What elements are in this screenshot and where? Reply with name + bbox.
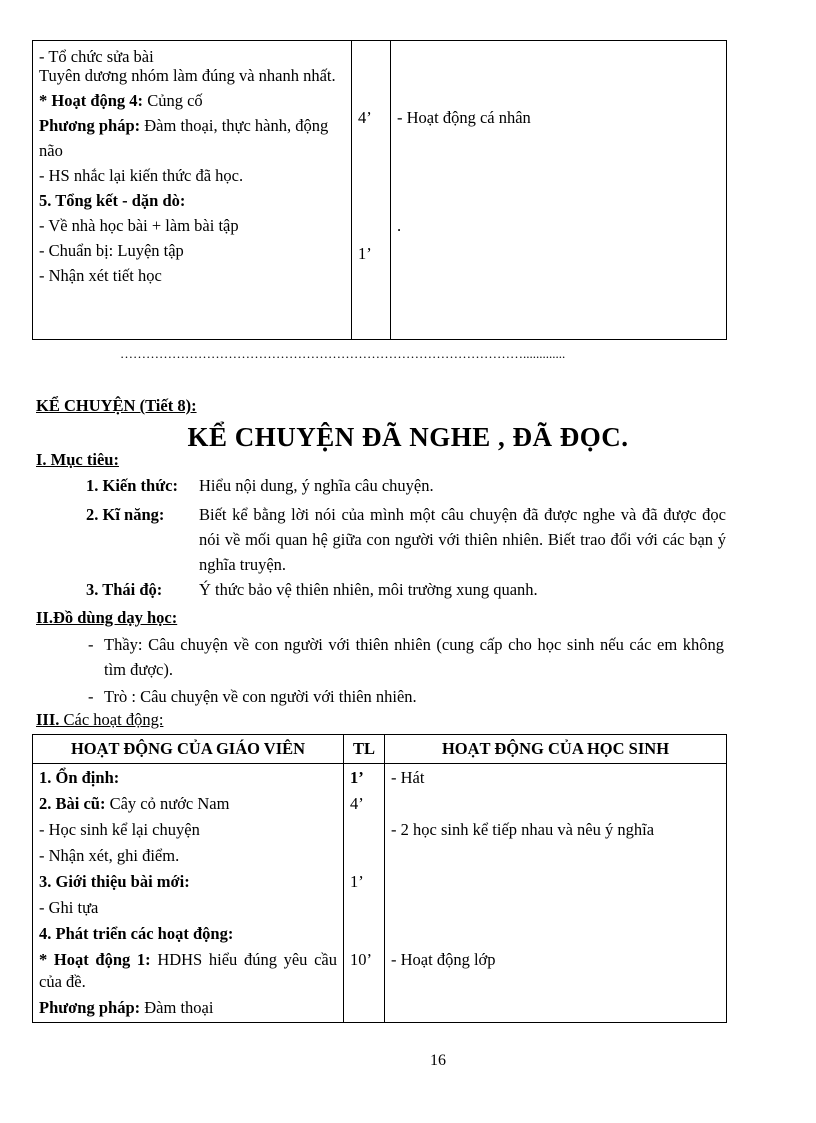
objective-knowledge [86, 476, 726, 496]
student-column [385, 764, 727, 1023]
line-phuong-phap: Phương pháp: Đàm thoại, thực hành, động não [39, 116, 329, 160]
student-dot: . [397, 216, 402, 235]
lesson-label: KỂ CHUYỆN (Tiết 8): [36, 396, 197, 415]
objective-label: 1. Kiến thức: [86, 476, 178, 495]
line-hoat-dong-4: * Hoạt động 4: Củng cố [39, 91, 203, 110]
objective-label: 3. Thái độ: [86, 580, 163, 599]
row-bai-cu: 2. Bài cũ: Cây cỏ nước Nam [39, 794, 230, 813]
time-hoat-dong-1: 10’ [350, 950, 372, 969]
objective-label: 2. Kĩ năng: [86, 505, 165, 524]
student-ke-tiep: - 2 học sinh kể tiếp nhau và nêu ý nghĩa [391, 820, 655, 839]
teacher-activity-cell [33, 41, 352, 340]
objective-skills [86, 502, 726, 577]
line-chuan-bi: - Chuẩn bị: Luyện tập [39, 241, 184, 260]
time-on-dinh: 1’ [350, 768, 364, 787]
section-2-heading: II.Đồ dùng dạy học: [36, 608, 178, 627]
time-1: 1’ [358, 244, 372, 263]
section-1-heading: I. Mục tiêu: [36, 450, 119, 469]
time-column [344, 764, 385, 1023]
objective-text: Hiểu nội dung, ý nghĩa câu chuyện. [199, 476, 434, 495]
material-text: Thầy: Câu chuyện về con người với thiên nhiên (cung cấp cho học sinh nếu các em không tìm được). [104, 635, 724, 679]
line-nhan-xet: - Nhận xét tiết học [39, 266, 162, 285]
page-number: 16 [430, 1052, 446, 1069]
time-gioi-thieu: 1’ [350, 872, 364, 891]
row-hoat-dong-1: * Hoạt động 1: HDHS hiểu đúng yêu cầu của đề. [39, 950, 337, 991]
objective-attitude [86, 580, 726, 600]
header-time: TL [344, 735, 385, 764]
objective-text: Ý thức bảo vệ thiên nhiên, môi trường xung quanh. [199, 580, 538, 599]
continuation-table [32, 40, 727, 340]
bullet-dash: - [88, 635, 94, 654]
row-nhan-xet: - Nhận xét, ghi điểm. [39, 846, 180, 865]
dotted-separator: …………………………………………………………………………………............. [120, 346, 566, 361]
row-ghi-tua: - Ghi tựa [39, 898, 99, 917]
section-3-heading: III. Các hoạt động: [36, 710, 164, 729]
material-teacher [88, 632, 724, 682]
header-teacher: HOẠT ĐỘNG CỦA GIÁO VIÊN [33, 735, 344, 764]
student-hoat-dong-lop: - Hoạt động lớp [391, 950, 496, 969]
objective-text: Biết kể bằng lời nói của mình một câu chuyện đã được nghe và đã được đọc nói về mối quan hệ giữa con người với thiên nhiên. Biết trao đổi với các bạn ý nghĩa truyện. [199, 505, 726, 574]
row-phuong-phap: Phương pháp: Đàm thoại [39, 998, 214, 1017]
line-tuyen-duong: Tuyên dương nhóm làm đúng và nhanh nhất. [39, 66, 336, 85]
lesson-title: KỂ CHUYỆN ĐÃ NGHE , ĐÃ ĐỌC. [187, 422, 629, 452]
line-hs-nhac-lai: - HS nhắc lại kiến thức đã học. [39, 166, 244, 185]
time-cell [352, 41, 391, 340]
student-activity-cell [391, 41, 727, 340]
bullet-dash: - [88, 687, 94, 706]
time-4: 4’ [358, 108, 372, 127]
row-phat-trien: 4. Phát triển các hoạt động: [39, 924, 234, 943]
line-tong-ket: 5. Tổng kết - dặn dò: [39, 191, 186, 210]
row-gioi-thieu: 3. Giới thiệu bài mới: [39, 872, 190, 891]
material-student [88, 684, 724, 709]
student-hoat-dong-ca-nhan: - Hoạt động cá nhân [397, 108, 531, 127]
teacher-column [33, 764, 344, 1023]
header-student: HOẠT ĐỘNG CỦA HỌC SINH [385, 735, 727, 764]
row-hs-ke-lai: - Học sinh kể lại chuyện [39, 820, 200, 839]
line-ve-nha: - Về nhà học bài + làm bài tập [39, 216, 239, 235]
line-sua-bai: - Tổ chức sửa bài [39, 47, 154, 66]
row-on-dinh: 1. Ổn định: [39, 768, 120, 787]
student-hat: - Hát [391, 768, 425, 787]
activity-table [32, 734, 727, 1023]
material-text: Trò : Câu chuyện về con người với thiên nhiên. [104, 687, 417, 706]
time-bai-cu: 4’ [350, 794, 364, 813]
